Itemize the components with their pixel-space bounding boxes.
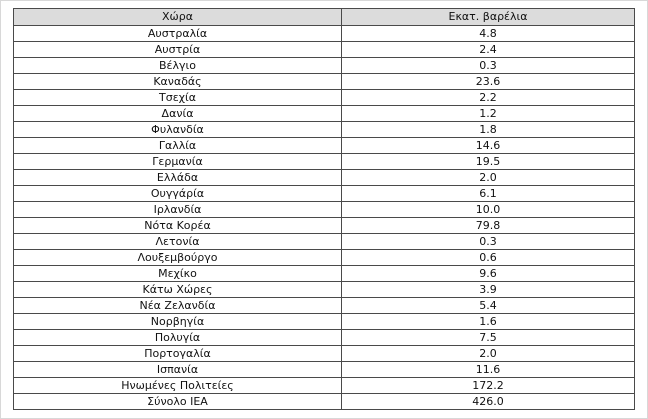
country-cell: Ουγγάρία [14, 186, 342, 202]
country-cell: Αυστρία [14, 42, 342, 58]
country-cell: Πορτογαλία [14, 346, 342, 362]
barrels-cell: 4.8 [342, 26, 635, 42]
table-row [14, 154, 635, 170]
table-row [14, 138, 635, 154]
table-row [14, 266, 635, 282]
table-row [14, 122, 635, 138]
table-row [14, 346, 635, 362]
table-row [14, 202, 635, 218]
country-cell: Ηνωμένες Πολιτείες [14, 378, 342, 394]
barrels-cell: 9.6 [342, 266, 635, 282]
barrels-cell: 0.6 [342, 250, 635, 266]
barrels-cell: 5.4 [342, 298, 635, 314]
country-cell: Κάτω Χώρες [14, 282, 342, 298]
table-row [14, 330, 635, 346]
country-cell: Φυλανδία [14, 122, 342, 138]
barrels-cell: 14.6 [342, 138, 635, 154]
country-cell: Λουξεμβούργο [14, 250, 342, 266]
country-cell: Καναδάς [14, 74, 342, 90]
barrels-cell: 6.1 [342, 186, 635, 202]
table-row [14, 314, 635, 330]
table-row [14, 90, 635, 106]
barrels-cell: 0.3 [342, 58, 635, 74]
barrels-cell: 2.0 [342, 346, 635, 362]
table-row [14, 106, 635, 122]
country-cell: Γαλλία [14, 138, 342, 154]
barrels-cell: 2.4 [342, 42, 635, 58]
table-row [14, 218, 635, 234]
barrels-cell: 19.5 [342, 154, 635, 170]
country-cell: Ελλάδα [14, 170, 342, 186]
barrels-cell: 3.9 [342, 282, 635, 298]
table-row [14, 250, 635, 266]
country-cell: Βέλγιο [14, 58, 342, 74]
country-cell: Σύνολο IEA [14, 394, 342, 410]
country-cell: Πολυγία [14, 330, 342, 346]
country-cell: Τσεχία [14, 90, 342, 106]
header-million-barrels: Εκατ. βαρέλια [342, 9, 635, 26]
table-row [14, 362, 635, 378]
barrels-cell: 2.0 [342, 170, 635, 186]
table-row [14, 170, 635, 186]
table-row [14, 282, 635, 298]
table-row [14, 394, 635, 410]
barrels-cell: 10.0 [342, 202, 635, 218]
table-row [14, 42, 635, 58]
country-cell: Αυστραλία [14, 26, 342, 42]
barrels-cell: 1.6 [342, 314, 635, 330]
table-row [14, 186, 635, 202]
country-cell: Λετονία [14, 234, 342, 250]
country-cell: Γερμανία [14, 154, 342, 170]
table-row [14, 234, 635, 250]
table-row [14, 74, 635, 90]
oil-stocks-table [13, 8, 635, 410]
table-header-row [14, 9, 635, 26]
barrels-cell: 1.8 [342, 122, 635, 138]
barrels-cell: 11.6 [342, 362, 635, 378]
barrels-cell: 1.2 [342, 106, 635, 122]
barrels-cell: 2.2 [342, 90, 635, 106]
table-row [14, 378, 635, 394]
country-cell: Ισπανία [14, 362, 342, 378]
country-cell: Δανία [14, 106, 342, 122]
country-cell: Μεχίκο [14, 266, 342, 282]
header-country: Χώρα [14, 9, 342, 26]
table-body [14, 26, 635, 410]
country-cell: Νέα Ζελανδία [14, 298, 342, 314]
table-row [14, 58, 635, 74]
barrels-cell: 79.8 [342, 218, 635, 234]
table-row [14, 26, 635, 42]
country-cell: Νορβηγία [14, 314, 342, 330]
barrels-cell: 426.0 [342, 394, 635, 410]
barrels-cell: 23.6 [342, 74, 635, 90]
table-row [14, 298, 635, 314]
barrels-cell: 7.5 [342, 330, 635, 346]
barrels-cell: 172.2 [342, 378, 635, 394]
country-cell: Νότα Κορέα [14, 218, 342, 234]
country-cell: Ιρλανδία [14, 202, 342, 218]
barrels-cell: 0.3 [342, 234, 635, 250]
